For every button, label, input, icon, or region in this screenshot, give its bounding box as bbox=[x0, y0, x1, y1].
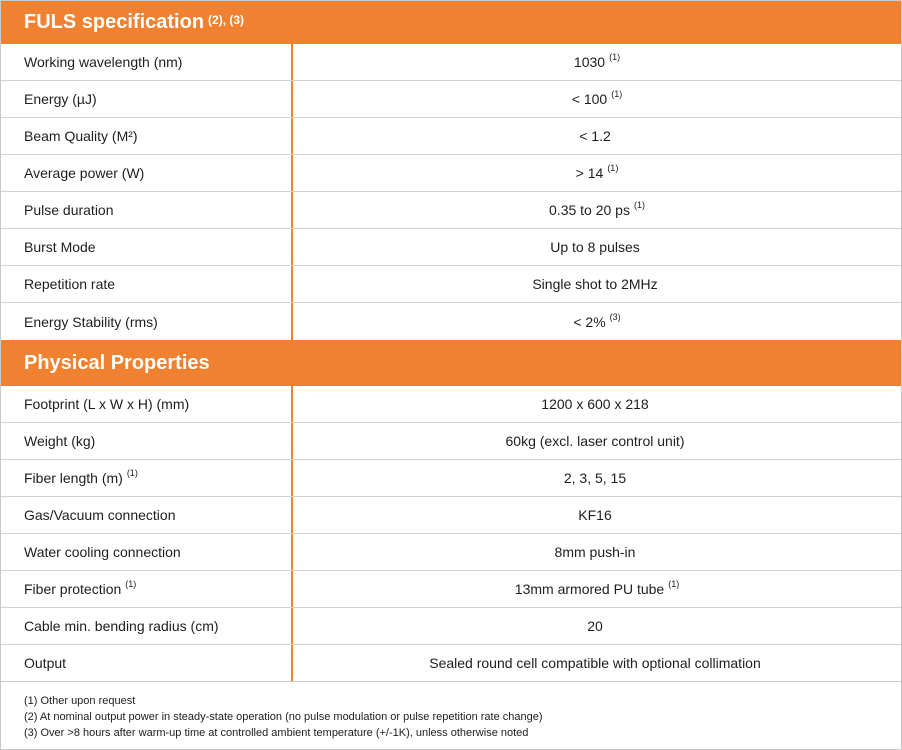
table-row bbox=[1, 44, 901, 81]
row-value: Sealed round cell compatible with optional collimation bbox=[429, 655, 761, 671]
row-label: Fiber length (m) bbox=[24, 470, 123, 486]
row-label-cell bbox=[1, 81, 293, 117]
row-label-cell bbox=[1, 303, 293, 340]
row-label-cell bbox=[1, 497, 293, 533]
row-label-cell bbox=[1, 386, 293, 422]
row-value-cell bbox=[293, 423, 901, 459]
row-value-cell bbox=[293, 497, 901, 533]
row-label-cell bbox=[1, 645, 293, 681]
row-label-cell bbox=[1, 155, 293, 191]
table-row bbox=[1, 155, 901, 192]
row-value-note: (1) bbox=[607, 163, 619, 173]
row-label: Energy Stability (rms) bbox=[24, 313, 158, 330]
row-label: Repetition rate bbox=[24, 276, 116, 292]
row-label-cell bbox=[1, 423, 293, 459]
row-label: Weight (kg) bbox=[24, 433, 96, 449]
table-row bbox=[1, 497, 901, 534]
row-value: 60kg (excl. laser control unit) bbox=[505, 433, 685, 449]
row-value-cell bbox=[293, 155, 901, 191]
row-value: < 2% bbox=[573, 313, 606, 330]
footnote: (1) Other upon request bbox=[24, 695, 136, 707]
row-label-cell bbox=[1, 118, 293, 154]
row-label: Average power (W) bbox=[24, 165, 145, 181]
footnotes bbox=[1, 682, 901, 741]
table-row bbox=[1, 645, 901, 682]
row-value: < 100 bbox=[571, 91, 608, 107]
row-value: 20 bbox=[587, 618, 603, 634]
row-value-note: (1) bbox=[633, 200, 645, 210]
row-label-cell bbox=[1, 229, 293, 265]
row-value-cell bbox=[293, 534, 901, 570]
row-value: 13mm armored PU tube bbox=[514, 581, 665, 597]
row-value-cell bbox=[293, 460, 901, 496]
row-value-cell bbox=[293, 229, 901, 265]
row-value-cell bbox=[293, 118, 901, 154]
row-label: Fiber protection bbox=[24, 581, 122, 597]
table-row bbox=[1, 192, 901, 229]
row-value-cell bbox=[293, 266, 901, 302]
row-label: Output bbox=[24, 655, 67, 671]
table-row bbox=[1, 229, 901, 266]
row-value: Single shot to 2MHz bbox=[532, 276, 658, 292]
row-value-cell bbox=[293, 386, 901, 422]
row-value-cell bbox=[293, 81, 901, 117]
row-label-cell bbox=[1, 571, 293, 607]
table-row bbox=[1, 534, 901, 571]
footnote: (2) At nominal output power in steady-state operation (no pulse modulation or pulse repetition rate change) bbox=[24, 711, 543, 723]
row-value-cell bbox=[293, 303, 901, 340]
row-value: 1200 x 600 x 218 bbox=[541, 396, 649, 412]
row-label: Water cooling connection bbox=[24, 544, 181, 560]
section-title: FULS specification bbox=[24, 11, 205, 33]
row-label: Burst Mode bbox=[24, 239, 96, 255]
row-value-note: (1) bbox=[668, 579, 680, 589]
row-label: Pulse duration bbox=[24, 202, 114, 218]
row-label-note: (1) bbox=[125, 579, 137, 589]
row-label-cell bbox=[1, 266, 293, 302]
row-label: Footprint (L x W x H) (mm) bbox=[24, 396, 190, 412]
row-value: KF16 bbox=[578, 507, 612, 523]
table-row bbox=[1, 423, 901, 460]
row-value-note: (1) bbox=[609, 52, 621, 62]
row-value-cell bbox=[293, 645, 901, 681]
table-row bbox=[1, 303, 901, 340]
row-label: Energy (µJ) bbox=[24, 91, 97, 107]
row-label: Gas/Vacuum connection bbox=[24, 507, 176, 523]
row-value-cell bbox=[293, 44, 901, 80]
row-value: > 14 bbox=[575, 165, 604, 181]
row-label-cell bbox=[1, 44, 293, 80]
row-label: Cable min. bending radius (cm) bbox=[24, 618, 219, 634]
spec-table-physical bbox=[1, 386, 901, 682]
section-title: Physical Properties bbox=[24, 351, 210, 374]
row-label-cell bbox=[1, 460, 293, 496]
table-row bbox=[1, 266, 901, 303]
row-value: 8mm push-in bbox=[554, 544, 636, 560]
row-label-cell bbox=[1, 192, 293, 228]
table-row bbox=[1, 608, 901, 645]
row-value: 0.35 to 20 ps bbox=[549, 202, 630, 218]
row-value-cell bbox=[293, 571, 901, 607]
row-value: 1030 bbox=[573, 54, 606, 70]
row-label-cell bbox=[1, 608, 293, 644]
row-value-note: (1) bbox=[611, 89, 623, 99]
table-row bbox=[1, 118, 901, 155]
row-value: Up to 8 pulses bbox=[550, 239, 640, 255]
section-header-fuls bbox=[1, 1, 901, 44]
table-row bbox=[1, 460, 901, 497]
row-value: < 1.2 bbox=[579, 128, 611, 144]
row-label-cell bbox=[1, 534, 293, 570]
section-header-physical bbox=[1, 340, 901, 386]
footnote: (3) Over >8 hours after warm-up time at controlled ambient temperature (+/-1K), unless otherwise noted bbox=[24, 727, 529, 739]
table-row bbox=[1, 571, 901, 608]
row-value-note: (3) bbox=[609, 311, 621, 322]
spec-table-fuls bbox=[1, 44, 901, 340]
table-row bbox=[1, 386, 901, 423]
row-label-note: (1) bbox=[126, 468, 138, 478]
row-label: Beam Quality (M²) bbox=[24, 128, 138, 144]
table-row bbox=[1, 81, 901, 118]
row-value: 2, 3, 5, 15 bbox=[563, 470, 627, 486]
row-value-cell bbox=[293, 608, 901, 644]
section-title-note: (2), (3) bbox=[208, 12, 245, 27]
row-value-cell bbox=[293, 192, 901, 228]
row-label: Working wavelength (nm) bbox=[24, 54, 183, 70]
